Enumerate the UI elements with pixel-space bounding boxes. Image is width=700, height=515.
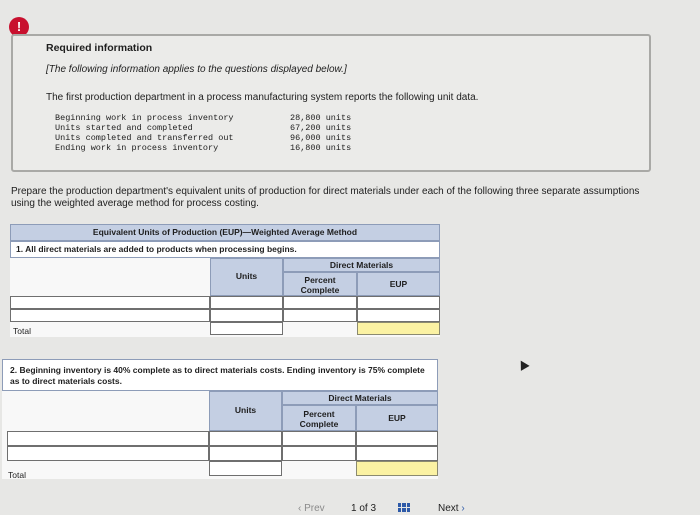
part2-label: 2. Beginning inventory is 40% complete as to direct materials costs. Ending inventory is 75% complete as to direct materials costs. (2, 359, 438, 391)
row1-percent-input[interactable] (283, 296, 357, 309)
unit-label: Ending work in process inventory (55, 143, 219, 153)
alert-icon: ! (9, 17, 29, 37)
eup-header: EUP (356, 405, 438, 431)
row1-description-input[interactable] (10, 296, 210, 309)
total-units-input[interactable] (210, 322, 283, 335)
unit-value: 96,000 units (290, 133, 352, 143)
table-title: Equivalent Units of Production (EUP)—Weighted Average Method (10, 224, 440, 241)
unit-row (55, 133, 365, 143)
percent-complete-header: Percent Complete (282, 405, 356, 431)
chevron-left-icon: ‹ (298, 503, 305, 514)
info-title: Required information (46, 42, 153, 54)
total-units-input[interactable] (209, 461, 282, 476)
unit-label: Beginning work in process inventory (55, 113, 234, 123)
direct-materials-header: Direct Materials (282, 391, 438, 405)
direct-materials-header: Direct Materials (283, 258, 440, 272)
row2-percent-input[interactable] (282, 446, 356, 461)
grid-icon[interactable] (398, 503, 410, 512)
eup-table-part2 (2, 359, 438, 479)
page-indicator: 1 of 3 (351, 503, 377, 514)
total-label: Total (13, 326, 31, 336)
unit-row (55, 143, 365, 153)
row2-description-input[interactable] (10, 309, 210, 322)
required-information-box (11, 34, 651, 172)
unit-value: 28,800 units (290, 113, 352, 123)
total-label: Total (8, 470, 26, 480)
unit-value: 16,800 units (290, 143, 352, 153)
unit-label: Units started and completed (55, 123, 193, 133)
units-header: Units (210, 258, 283, 296)
percent-complete-header: Percent Complete (283, 272, 357, 296)
total-eup-input[interactable] (356, 461, 438, 476)
row2-units-input[interactable] (209, 446, 282, 461)
unit-row (55, 123, 365, 133)
mouse-cursor-icon (516, 358, 529, 371)
row1-units-input[interactable] (210, 296, 283, 309)
eup-table-part1 (10, 224, 440, 337)
row1-eup-input[interactable] (356, 431, 438, 446)
next-button[interactable] (438, 503, 465, 514)
unit-label: Units completed and transferred out (55, 133, 234, 143)
pagination-bar (0, 500, 700, 515)
row1-eup-input[interactable] (357, 296, 440, 309)
info-note: [The following information applies to the questions displayed below.] (46, 64, 347, 75)
unit-data-table (55, 113, 365, 153)
part1-label: 1. All direct materials are added to products when processing begins. (10, 241, 440, 258)
unit-row (55, 113, 365, 123)
row2-eup-input[interactable] (356, 446, 438, 461)
unit-value: 67,200 units (290, 123, 352, 133)
info-intro: The first production department in a process manufacturing system reports the following unit data. (46, 92, 479, 103)
row2-units-input[interactable] (210, 309, 283, 322)
chevron-right-icon: › (458, 503, 465, 514)
prev-label: Prev (304, 503, 325, 514)
row1-description-input[interactable] (7, 431, 209, 446)
row1-units-input[interactable] (209, 431, 282, 446)
question-text: Prepare the production department's equivalent units of production for direct materials under each of the following three separate assumptions using the weighted average method for process costing. (11, 186, 640, 209)
units-header: Units (209, 391, 282, 431)
row2-eup-input[interactable] (357, 309, 440, 322)
next-label: Next (438, 503, 459, 514)
row2-description-input[interactable] (7, 446, 209, 461)
total-eup-input[interactable] (357, 322, 440, 335)
prev-button[interactable] (298, 503, 325, 514)
row1-percent-input[interactable] (282, 431, 356, 446)
row2-percent-input[interactable] (283, 309, 357, 322)
eup-header: EUP (357, 272, 440, 296)
